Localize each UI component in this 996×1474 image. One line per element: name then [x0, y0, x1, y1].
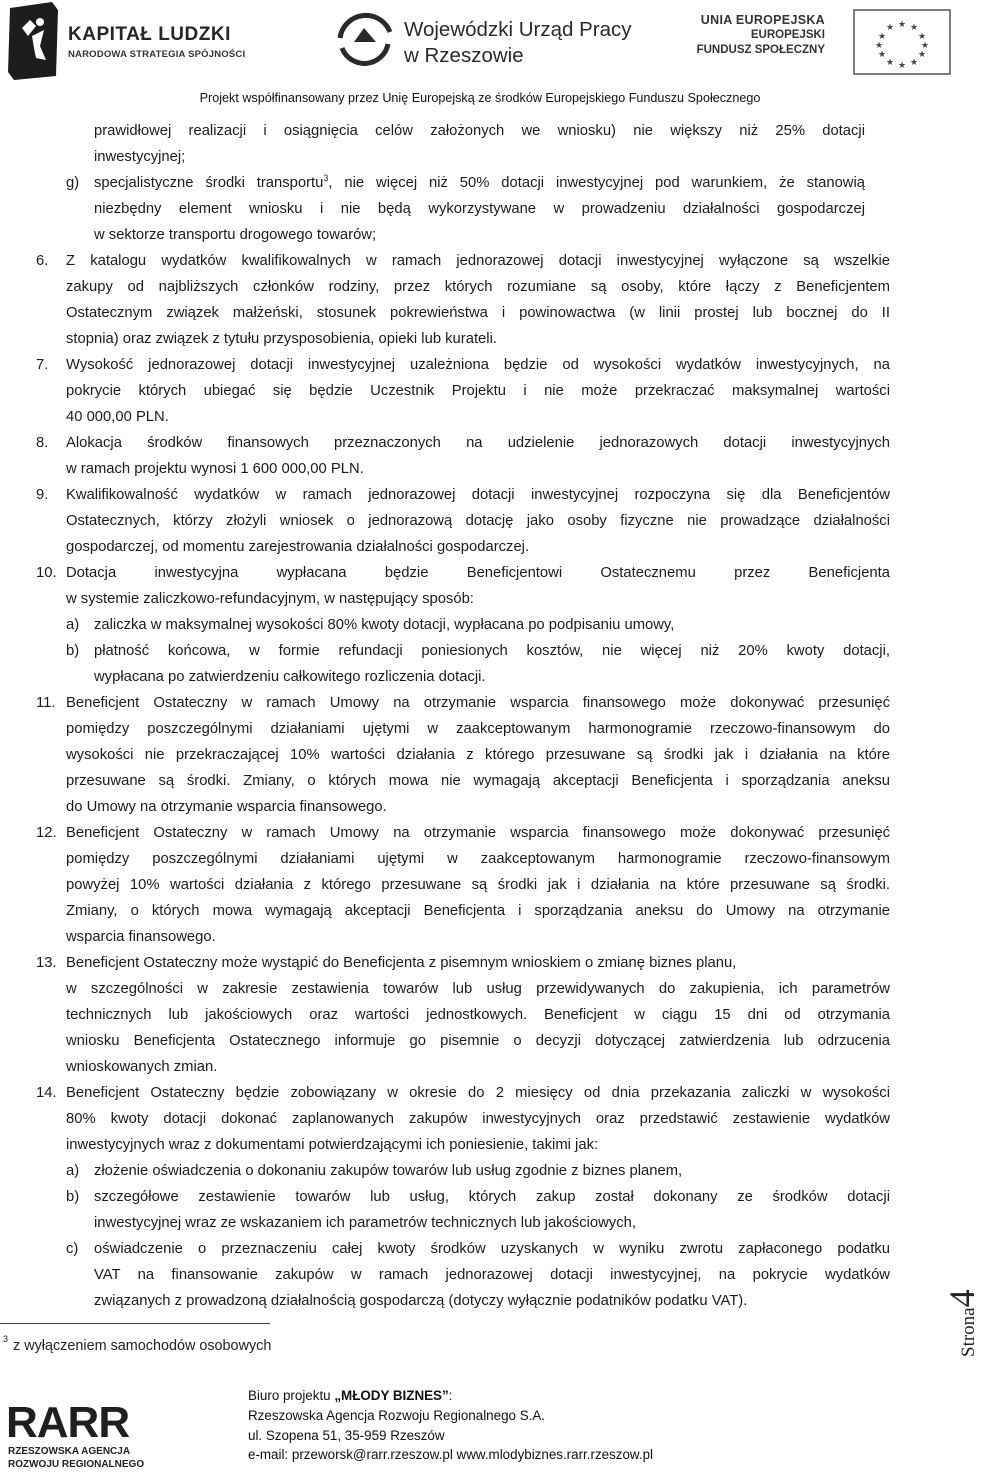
body-line: stopnia) oraz związek z tytułu przysposobienia, opieki lub kurateli.: [66, 331, 497, 347]
project-cofinancing-line: Projekt współfinansowany przez Unię Europejską ze środków Europejskiego Funduszu Społecznego: [199, 91, 761, 105]
footer-contact-line: e-mail: przeworsk@rarr.rzeszow.pl www.mlodybiznes.rarr.rzeszow.pl: [248, 1447, 654, 1463]
svg-text:★: ★: [917, 50, 927, 60]
list-number: 14.: [36, 1085, 57, 1101]
body-line: Beneficjent Ostateczny będzie zobowiązany w okresie do 2 miesięcy od dnia przekazania zaliczki w wysokości: [66, 1085, 890, 1101]
body-line: Ostatecznych, którzy złożyli wniosek o jednorazową dotację jako osoby fizyczne nie prowadzące działalności: [66, 513, 890, 529]
eu-logo: [696, 10, 958, 90]
body-line: szczegółowe zestawienie towarów lub usług, których zakup został dokonany ze środków dotacji: [94, 1189, 890, 1205]
page-label: Strona: [958, 1307, 979, 1357]
body-line: zaliczka w maksymalnej wysokości 80% kwoty dotacji, wypłacana po podpisaniu umowy,: [94, 617, 675, 633]
kapital-ludzki-mark-icon: [6, 2, 64, 82]
body-line: Beneficjent Ostateczny w ramach Umowy na otrzymanie wsparcia finansowego może dokonywać przesunięć: [66, 825, 890, 841]
body-line: inwestycyjnej wraz ze wskazaniem ich parametrów technicznych lub jakościowych,: [94, 1215, 636, 1231]
page-header: [0, 0, 960, 112]
body-line: Z katalogu wydatków kwalifikowalnych w ramach jednorazowej dotacji inwestycyjnej wyłączone są wszelkie: [66, 253, 890, 269]
body-line: wsparcia finansowego.: [66, 929, 216, 945]
svg-text:★: ★: [909, 58, 919, 68]
body-line: inwestycyjnych wraz z dokumentami potwierdzającymi ich poniesienie, takimi jak:: [66, 1137, 599, 1153]
body-line: 40 000,00 PLN.: [66, 409, 169, 425]
body-line: przesuwane są środki. Zmiany, o których mowa nie wymagają akceptacji Beneficjenta i sporządzania aneksu: [66, 773, 890, 789]
body-line: pokrycie których ubiegać się będzie Uczestnik Projektu i nie może przekraczać maksymalnej wartości: [66, 383, 890, 399]
list-number: 7.: [36, 357, 49, 373]
svg-text:★: ★: [897, 20, 907, 30]
list-number: 6.: [36, 253, 49, 269]
body-line: gospodarczej, od momentu zarejestrowania działalności gospodarczej.: [66, 539, 530, 555]
body-line: oświadczenie o przeznaczeniu całej kwoty środków uzyskanych w wyniku zwrotu zapłaconego podatku: [94, 1241, 890, 1257]
wup-logo: [334, 8, 632, 88]
rarr-logo: [6, 1400, 156, 1474]
body-line: technicznych lub jakościowych oraz wartości jednostkowych. Beneficjent w ciągu 15 dni od otrzymania: [66, 1007, 890, 1023]
page-number-value: 4: [942, 1289, 982, 1308]
list-number: 13.: [36, 955, 57, 971]
body-line: prawidłowej realizacji i osiągnięcia celów założonych we wniosku) nie większy niż 25% dotacji: [94, 123, 865, 139]
list-number: 11.: [36, 695, 56, 711]
body-line: w szczególności w zakresie zestawienia towarów lub usług przewidywanych do zakupienia, ich parametrów: [66, 981, 890, 997]
list-marker: c): [66, 1241, 79, 1257]
footnote-text: z wyłączeniem samochodów osobowych: [13, 1338, 272, 1354]
body-line: do Umowy na otrzymanie wsparcia finansowego.: [66, 799, 387, 815]
office-name: „MŁODY BIZNES”: [334, 1388, 449, 1403]
eu-flag-icon: [854, 10, 950, 74]
footnote-number: 3: [3, 1334, 9, 1344]
eu-logo-text: [697, 12, 825, 58]
footnote-reference: 3: [323, 173, 329, 183]
body-line: w sektorze transportu drogowego towarów;: [94, 227, 377, 243]
body-line: powyżej 10% wartości działania z którego przesuwane są środki jak i działania na które przesuwane są środki.: [66, 877, 890, 893]
list-marker: b): [66, 1189, 80, 1205]
list-number: 9.: [36, 487, 49, 503]
footer-agency: Rzeszowska Agencja Rozwoju Regionalnego S.A.: [248, 1407, 545, 1423]
list-number: 10.: [36, 565, 57, 581]
body-line: wniosku Beneficjenta Ostatecznego informuje go pisemnie o decyzji dotyczącej zatwierdzenia lub odrzucenia: [66, 1033, 890, 1049]
svg-text:★: ★: [885, 23, 895, 33]
body-line: pomiędzy poszczególnymi działaniami ujętymi w zaakceptowanym harmonogramie rzeczowo-finansowym: [66, 851, 890, 867]
body-line: Kwalifikowalność wydatków w ramach jednorazowej dotacji inwestycyjnej rozpoczyna się dla Beneficjentów: [66, 487, 890, 503]
body-line: w ramach projektu wynosi 1 600 000,00 PLN.: [66, 461, 364, 477]
body-line: pomiędzy poszczególnymi działaniami ujętymi w zaakceptowanym harmonogramie rzeczowo-finansowym do: [66, 721, 890, 737]
footnote-separator: [0, 1323, 270, 1324]
list-marker: g): [66, 175, 80, 191]
list-number: 8.: [36, 435, 49, 451]
body-line: zakupy od najbliższych członków rodziny, przez których rozumiane są osoby, które łączy z Beneficjentem: [66, 279, 890, 295]
body-line: wysokości nie przekraczającej 10% wartości działania z którego przesuwane są środki jak i działania na które: [66, 747, 890, 763]
svg-text:★: ★: [920, 41, 930, 51]
body-text: , nie więcej niż 50% dotacji inwestycyjnej pod warunkiem, że stanowią: [328, 175, 866, 191]
kapital-ludzki-subtitle: NARODOWA STRATEGIA SPÓJNOŚCI: [68, 49, 246, 60]
body-line: Beneficjent Ostateczny może wystąpić do Beneficjenta z pisemnym wnioskiem o zmianę biznes planu,: [66, 955, 737, 971]
body-text: specjalistyczne środki transportu: [94, 175, 324, 191]
wup-name-line1: Wojewódzki Urząd Pracy: [404, 18, 632, 41]
wup-emblem-icon: [334, 8, 396, 74]
body-line: w systemie zaliczkowo-refundacyjnym, w następujący sposób:: [66, 591, 474, 607]
eu-line1: UNIA EUROPEJSKA: [700, 13, 825, 27]
wup-name-line2: w Rzeszowie: [404, 44, 524, 67]
svg-text:★: ★: [877, 50, 887, 60]
body-line: inwestycyjnej;: [94, 149, 186, 165]
body-line: niezbędny element wniosku i nie będą wykorzystywane w prowadzeniu działalności gospodarczej: [94, 201, 865, 217]
body-line: Zmiany, o których mowa wymagają akceptacji Beneficjenta i sporządzania aneksu do Umowy na otrzymanie: [66, 903, 890, 919]
footer-contact: [248, 1386, 653, 1465]
body-line: Dotacja inwestycyjna wypłacana będzie Beneficjentowi Ostatecznemu przez Beneficjenta: [66, 565, 890, 581]
rarr-logo-line2: ROZWOJU REGIONALNEGO: [8, 1459, 145, 1470]
eu-line2: EUROPEJSKI: [750, 29, 825, 41]
eu-line3: FUNDUSZ SPOŁECZNY: [696, 44, 825, 56]
svg-text:★: ★: [877, 32, 887, 42]
office-suffix: :: [448, 1388, 453, 1403]
svg-text:★: ★: [874, 41, 884, 51]
body-line: 80% kwoty dotacji dokonać zaplanowanych zakupów inwestycyjnych oraz przedstawić zestawienie wydatków: [66, 1111, 890, 1127]
list-marker: a): [66, 617, 80, 633]
svg-text:★: ★: [917, 32, 927, 42]
body-line: złożenie oświadczenia o dokonaniu zakupów towarów lub usług zgodnie z biznes planem,: [94, 1163, 683, 1179]
body-line: Ostatecznym związek małżeński, stosunek pokrewieństwa i powinowactwa (w linii prostej lub bocznej do II: [66, 305, 890, 321]
footer-address: ul. Szopena 51, 35-959 Rzeszów: [248, 1427, 445, 1443]
body-line: Wysokość jednorazowej dotacji inwestycyjnej uzależniona będzie od wysokości wydatków inwestycyjnych, na: [66, 357, 890, 373]
body-line: wnioskowanych zmian.: [66, 1059, 218, 1075]
svg-text:★: ★: [897, 61, 907, 71]
list-marker: b): [66, 643, 80, 659]
body-line: płatność końcowa, w formie refundacji poniesionych kosztów, nie więcej niż 20% kwoty dotacji,: [94, 643, 890, 659]
kapital-ludzki-title: KAPITAŁ LUDZKI: [68, 24, 231, 45]
svg-text:★: ★: [909, 23, 919, 33]
body-line: VAT na finansowanie zakupów w ramach jednorazowej dotacji inwestycyjnej, na pokrycie wydatków: [94, 1267, 890, 1283]
rarr-logo-line1: RZESZOWSKA AGENCJA: [8, 1446, 131, 1457]
page-number: [906, 1262, 996, 1357]
footer-office-line: [248, 1386, 653, 1406]
office-prefix: Biuro projektu: [248, 1388, 335, 1403]
list-number: 12.: [36, 825, 57, 841]
body-line: Alokacja środków finansowych przeznaczonych na udzielenie jednorazowych dotacji inwestycyjnych: [66, 435, 890, 451]
body-line: wypłacana po zatwierdzeniu całkowitego rozliczenia dotacji.: [94, 669, 486, 685]
rarr-logo-text: RARR: [6, 1398, 130, 1447]
kapital-ludzki-logo: [6, 2, 296, 82]
body-line: Beneficjent Ostateczny w ramach Umowy na otrzymanie wsparcia finansowego może dokonywać przesunięć: [66, 695, 890, 711]
body-line: związanych z prowadzoną działalnością gospodarczą (dotyczy wyłącznie podatników podatku VAT).: [94, 1293, 748, 1309]
page-number-rotated: [941, 1289, 983, 1357]
body-line-with-footnote: [94, 173, 865, 193]
list-marker: a): [66, 1163, 80, 1179]
svg-text:★: ★: [885, 58, 895, 68]
